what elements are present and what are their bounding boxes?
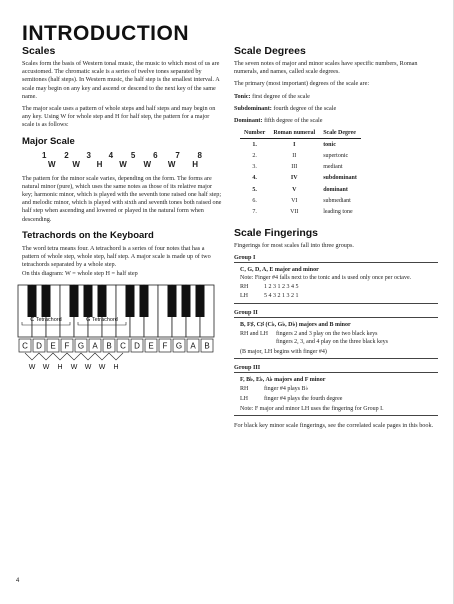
key-letter: F xyxy=(64,341,70,351)
dominant-definition xyxy=(234,117,438,125)
step-vee xyxy=(81,353,95,360)
group-3-rh xyxy=(234,386,438,394)
table-row xyxy=(240,162,361,173)
black-key xyxy=(28,285,37,317)
step-vee xyxy=(109,353,123,360)
degree-number: 5 xyxy=(130,150,136,160)
group-2-label: Group II xyxy=(234,309,438,318)
step-label: H xyxy=(57,363,63,371)
key-letter: C xyxy=(120,341,126,351)
group-1-note: Note: Finger #4 falls next to the tonic and is used only once per octave. xyxy=(240,274,412,281)
black-key xyxy=(98,285,107,317)
step-letter: W xyxy=(119,159,127,169)
cell-degree: tonic xyxy=(323,141,336,148)
step-letter: W xyxy=(143,159,152,169)
group-1-label: Group I xyxy=(234,254,438,263)
table-row xyxy=(240,206,361,217)
step-vee xyxy=(25,353,39,360)
right-column xyxy=(234,45,438,435)
primary-degrees-intro: The primary (most important) degrees of the scale are: xyxy=(234,80,370,88)
key-letter: E xyxy=(148,341,154,351)
rh-fingering: finger #4 plays B♭ xyxy=(264,386,309,393)
step-letter: W xyxy=(48,159,56,169)
group-2-line-2: fingers 2, 3, and 4 play on the three black keys xyxy=(276,338,388,345)
tetrachords-paragraph: The word tetra means four. A tetrachord is a series of four notes that has a pattern of whole step, whole step, half step. A major scale is made up of two tetrachords separated by a whole step. xyxy=(22,244,211,269)
black-key xyxy=(84,285,93,317)
cell-number: 7. xyxy=(252,208,257,215)
step-label: W xyxy=(42,363,50,371)
step-vee xyxy=(39,353,53,360)
fingerings-intro: Fingerings for most scales fall into three groups. xyxy=(234,241,354,249)
scale-degree-table xyxy=(240,129,361,217)
tonic-definition xyxy=(234,93,438,101)
degree-number: 2 xyxy=(64,150,69,160)
tonic-text: first degree of the scale xyxy=(252,92,310,100)
group-3-label: Group III xyxy=(234,364,438,373)
scales-paragraph-1: Scales form the basis of Western tonal music, the music to which most of us are accustomed. The chromatic scale is a series of twelve tones separated by semitones (half steps). In Western music, the half step is the smallest interval. A scale may begin on any key and ascend or descend to the next key of the same name. xyxy=(22,60,220,100)
step-label: H xyxy=(113,363,119,371)
key-letter: B xyxy=(106,341,112,351)
lh-label: LH xyxy=(240,395,248,402)
degree-number: 3 xyxy=(86,150,91,160)
table-row xyxy=(240,150,361,161)
diagram-caption: On this diagram: W = whole step H = half step xyxy=(22,270,138,278)
black-key xyxy=(168,285,177,317)
degree-number: 1 xyxy=(42,150,47,160)
subdominant-text: fourth degree of the scale xyxy=(273,104,337,112)
cell-roman: VI xyxy=(291,197,298,204)
lh-fingering: finger #4 plays the fourth degree xyxy=(264,395,343,402)
key-letter: A xyxy=(92,341,98,351)
page-number: 4 xyxy=(16,578,20,584)
group-1-lh xyxy=(234,293,438,301)
group-3 xyxy=(234,364,438,416)
group-2-keys: B, F♯, C♯ (C♭, G♭, D♭) majors and B minor xyxy=(240,321,351,328)
black-key xyxy=(196,285,205,317)
key-letter: C xyxy=(22,341,28,351)
step-vee xyxy=(53,353,67,360)
lh-label: LH xyxy=(240,293,248,300)
dominant-label: Dominant: xyxy=(234,117,263,125)
step-label: W xyxy=(28,363,36,371)
cell-degree: leading tone xyxy=(323,208,353,215)
group-3-lh xyxy=(234,396,438,404)
black-key xyxy=(126,285,135,317)
rhlh-label: RH and LH xyxy=(240,330,268,337)
group-2 xyxy=(234,309,438,359)
key-letter: F xyxy=(162,341,168,351)
table-header-row xyxy=(240,129,361,139)
cell-roman: V xyxy=(292,186,297,193)
group-1-keys: C, G, D, A, E major and minor xyxy=(240,266,319,273)
step-vee xyxy=(95,353,109,360)
subdominant-definition xyxy=(234,105,438,113)
step-label: W xyxy=(84,363,92,371)
rh-label: RH xyxy=(240,283,249,290)
degree-number: 8 xyxy=(197,150,202,160)
group-2-lines xyxy=(276,331,388,346)
group-2-line-1: fingers 2 and 3 play on the two black keys xyxy=(276,330,378,337)
key-letter: B xyxy=(204,341,210,351)
group-3-note: Note: F major and minor LH uses the fingering for Group I. xyxy=(240,406,384,413)
scale-degrees-heading: Scale Degrees xyxy=(234,45,306,57)
degree-numbers xyxy=(42,151,202,160)
tonic-label: Tonic: xyxy=(234,92,251,100)
g-tetrachord-label: G Tetrachord xyxy=(86,316,118,323)
step-letter: H xyxy=(192,159,198,169)
cell-number: 4. xyxy=(252,175,257,182)
black-key xyxy=(70,285,79,317)
c-tetrachord-label: C Tetrachord xyxy=(30,316,62,323)
keyboard-diagram xyxy=(14,283,220,401)
key-letter: D xyxy=(36,341,42,351)
cell-degree: supertonic xyxy=(323,153,349,159)
cell-number: 2. xyxy=(252,153,257,159)
step-vee xyxy=(67,353,81,360)
cell-roman: IV xyxy=(290,175,298,182)
table-row xyxy=(240,173,361,184)
cell-degree: dominant xyxy=(323,186,348,193)
major-scale-heading: Major Scale xyxy=(22,135,75,147)
black-key xyxy=(42,285,51,317)
tetrachords-heading: Tetrachords on the Keyboard xyxy=(22,229,154,241)
cell-roman: I xyxy=(293,141,296,148)
table-row xyxy=(240,184,361,195)
step-letter: W xyxy=(167,159,176,169)
key-letter: E xyxy=(50,341,56,351)
degree-number: 7 xyxy=(175,150,180,160)
scales-heading: Scales xyxy=(22,45,56,57)
cell-roman: III xyxy=(291,164,298,171)
cell-roman: VII xyxy=(290,208,299,215)
cell-degree: subdominant xyxy=(323,175,357,182)
cell-number: 3. xyxy=(252,164,257,171)
table-row xyxy=(240,195,361,206)
left-column xyxy=(22,45,222,406)
cell-degree: mediant xyxy=(323,164,343,171)
key-letter: D xyxy=(134,341,140,351)
black-key xyxy=(140,285,149,317)
key-letter: G xyxy=(77,341,85,351)
cell-number: 6. xyxy=(252,197,257,204)
cell-roman: II xyxy=(292,153,297,159)
group-1 xyxy=(234,254,438,304)
step-label: W xyxy=(98,363,106,371)
key-letter: G xyxy=(175,341,183,351)
cell-degree: submediant xyxy=(323,197,351,204)
scale-degrees-paragraph: The seven notes of major and minor scales have specific numbers, Roman numerals, and names, called scale degrees. xyxy=(234,60,418,76)
cell-number: 1. xyxy=(252,141,257,148)
rh-label: RH xyxy=(240,386,249,393)
group-2-rhlh xyxy=(234,331,438,346)
group-1-rh xyxy=(234,284,438,292)
group-2-note: (B major, LH begins with finger #4) xyxy=(240,349,327,356)
page-title: INTRODUCTION xyxy=(22,22,189,45)
step-label: W xyxy=(70,363,78,371)
scale-fingerings-heading: Scale Fingerings xyxy=(234,226,319,239)
degree-number: 4 xyxy=(108,150,114,160)
black-key xyxy=(182,285,191,317)
lh-fingering: 5 4 3 2 1 3 2 1 xyxy=(264,293,299,300)
dominant-text: fifth degree of the scale xyxy=(264,117,323,125)
step-letter: W xyxy=(72,159,80,169)
header-number: Number xyxy=(240,129,269,139)
header-roman: Roman numeral xyxy=(269,129,319,139)
subdominant-label: Subdominant: xyxy=(234,104,272,112)
scales-paragraph-2: The major scale uses a pattern of whole steps and half steps and may begin on any key. Using W for whole step and H for half step, the pattern for a major scale is as follows: xyxy=(22,105,216,129)
header-degree: Scale Degree xyxy=(319,129,361,139)
step-letter: H xyxy=(96,159,103,169)
table-row xyxy=(240,139,361,151)
rh-fingering: 1 2 3 1 2 3 4 5 xyxy=(264,283,299,290)
degree-number: 6 xyxy=(153,150,158,160)
group-3-keys: F, B♭, E♭, A♭ majors and F minor xyxy=(240,377,326,384)
closing-paragraph: For black key minor scale fingerings, see the correlated scale pages in this book. xyxy=(234,422,434,430)
step-pattern xyxy=(48,160,198,169)
key-letter: A xyxy=(190,341,196,351)
cell-number: 5. xyxy=(252,186,257,193)
minor-scale-paragraph: The pattern for the minor scale varies, depending on the form. The forms are natural minor (pure), which uses the same notes as those of its relative major key; harmonic minor, which is played with the seventh tone raised one half step; and melodic minor, which is played with sixth and seventh tones both raised one half step when ascending and lowered or played in the natural form when descending. xyxy=(22,174,222,223)
